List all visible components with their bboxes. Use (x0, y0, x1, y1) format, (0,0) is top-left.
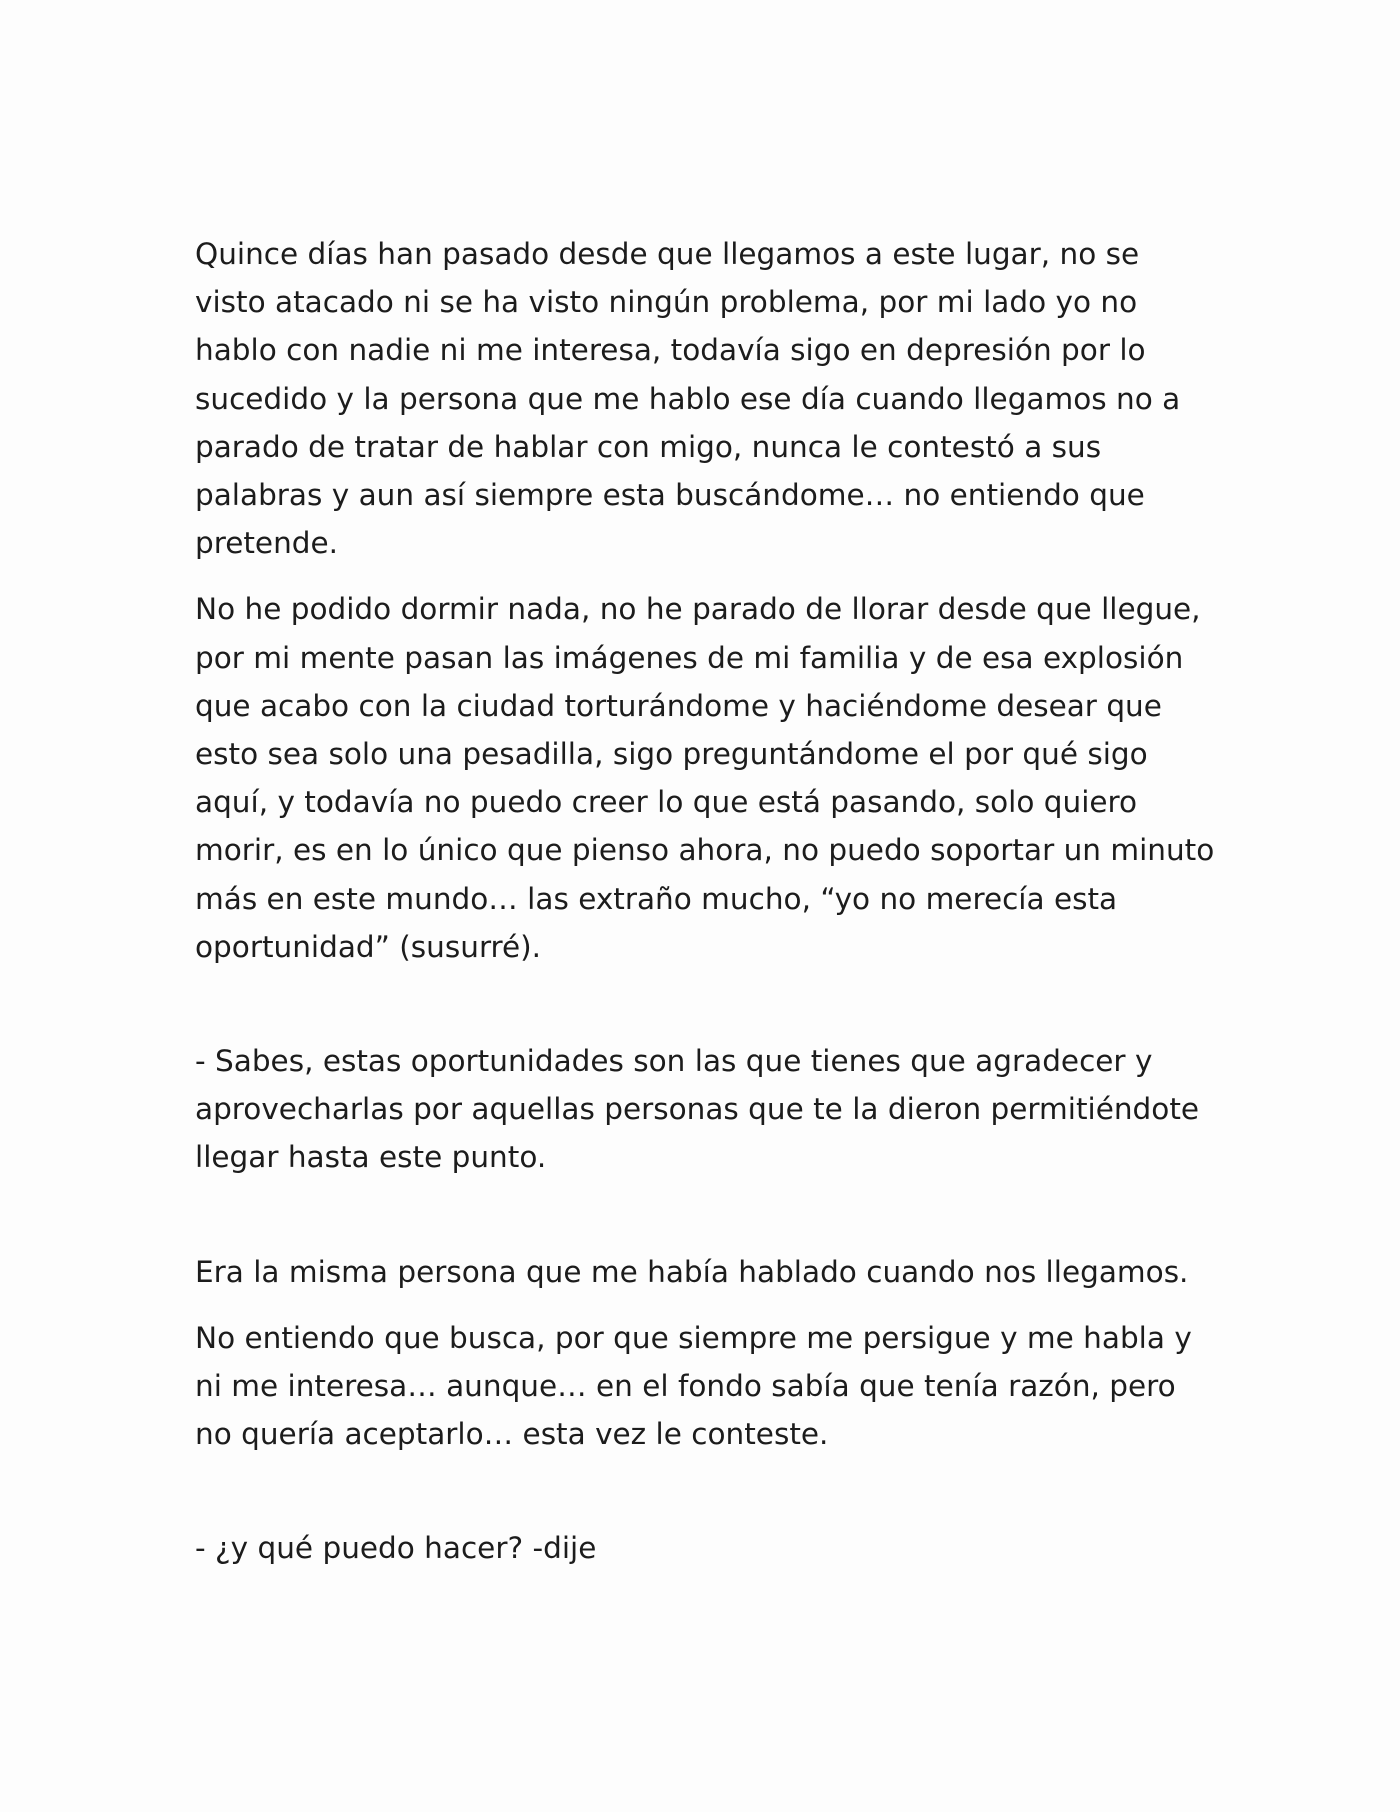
paragraph-spacer (195, 1296, 1215, 1314)
paragraph-spacer (195, 971, 1215, 1037)
paragraph-3: Era la misma persona que me había hablado cuando nos llegamos. (195, 1254, 1189, 1289)
paragraph-1: Quince días han pasado desde que llegamos a este lugar, no se visto atacado ni se ha visto ningún problema, por mi lado yo no hablo con nadie ni me interesa, todavía sigo en depresión por lo sucedido y la persona que me hablo ese día cuando llegamos no a parado de tratar de hablar con migo, nunca le contestó a sus palabras y aun así siempre esta buscándome… no entiendo que pretende. (195, 237, 1181, 561)
paragraph-spacer (195, 567, 1215, 585)
paragraph-2: No he podido dormir nada, no he parado de llorar desde que llegue, por mi mente pasan las imágenes de mi familia y de esa explosión que acabo con la ciudad torturándome y haciéndome desear que esto sea solo una pesadilla, sigo preguntándome el por qué sigo aquí, y todavía no puedo creer lo que está pasando, solo quiero morir, es en lo único que pienso ahora, no puedo soportar un minuto más en este mundo… las extraño mucho, “yo no merecía esta oportunidad” (susurré). (195, 592, 1215, 964)
dialogue-line-1: - Sabes, estas oportunidades son las que tienes que agradecer y aprovecharlas por aquellas personas que te la dieron permitiéndote llegar hasta este punto. (195, 1044, 1200, 1175)
paragraph-spacer (195, 1182, 1215, 1248)
document-body (195, 230, 1215, 1573)
paragraph-4: No entiendo que busca, por que siempre me persigue y me habla y ni me interesa… aunque… en el fondo sabía que tenía razón, pero no quería aceptarlo… esta vez le conteste. (195, 1320, 1192, 1452)
dialogue-line-2: - ¿y qué puedo hacer? -dije (195, 1531, 597, 1566)
paragraph-spacer (195, 1458, 1215, 1524)
